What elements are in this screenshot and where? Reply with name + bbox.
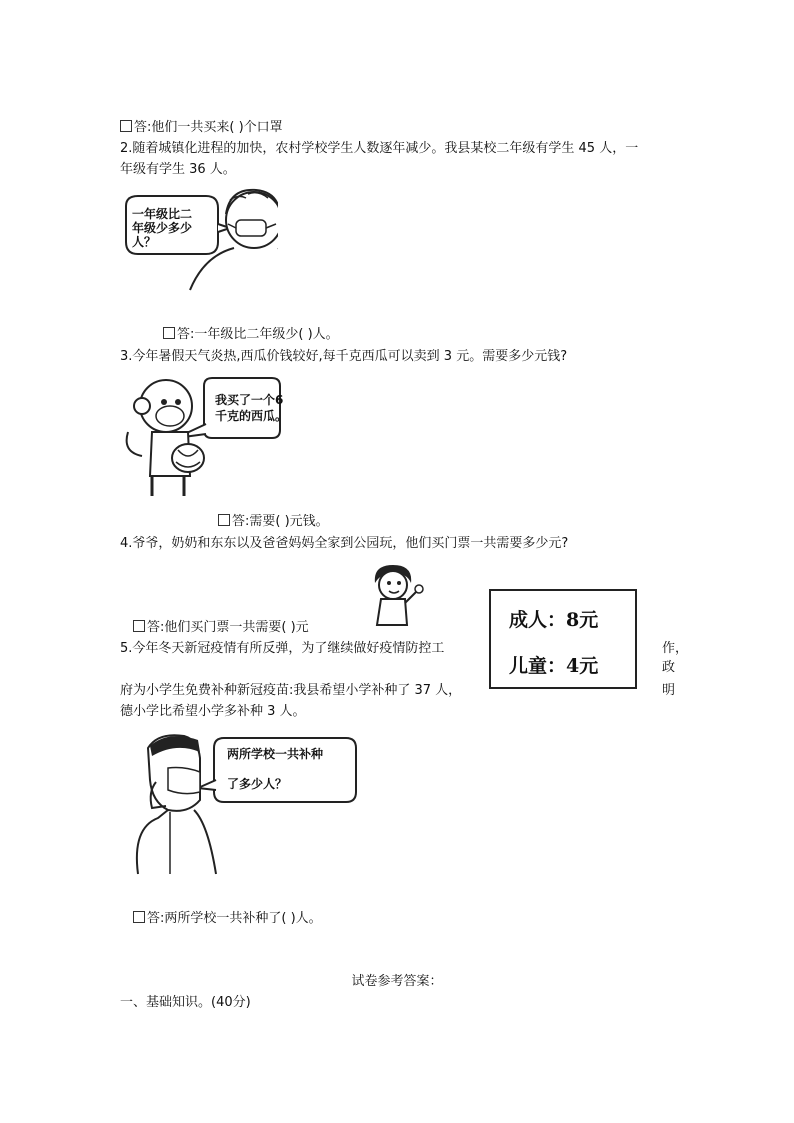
q5-answer-line <box>133 910 322 928</box>
q2-text-line1: 2.随着城镇化进程的加快，农村学校学生人数逐年减少。我县某校二年级有学生 45 人，一 <box>120 141 639 156</box>
ticket-price-board <box>489 589 637 689</box>
q5-bubble-line2: 了多少人？ <box>227 777 288 791</box>
q2-bubble-line1: 一年级比二 <box>132 207 193 221</box>
q3-bubble-line2: 千克的西瓜。 <box>215 409 288 423</box>
answer-checkbox-icon <box>120 120 132 132</box>
q3-text-line1: 3.今年暑假天气炎热,西瓜价钱较好,每千克西瓜可以卖到 3 元。需要多少元钱? <box>120 349 568 364</box>
q5-text-line3-end: 明 <box>662 683 676 698</box>
q2-bubble-line3: 人？ <box>132 235 157 249</box>
answer-checkbox-icon <box>163 327 175 339</box>
q3-answer-line <box>218 513 329 531</box>
q5-bubble-line1: 两所学校一共补种 <box>227 747 324 761</box>
answers-section1: 一、基础知识。(40分) <box>120 995 251 1010</box>
q4-answer-line <box>133 619 309 637</box>
q4-answer: 答:他们买门票一共需要( )元 <box>147 620 309 635</box>
q3-answer: 答:需要( )元钱。 <box>232 514 329 529</box>
q5-text-line1: 5.今年冬天新冠疫情有所反弹，为了继续做好疫情防控工 <box>120 641 445 656</box>
ticket-adult-price: 成人：8元 <box>509 609 599 631</box>
answer-checkbox-icon <box>133 620 145 632</box>
q2-bubble-line2: 年级少多少 <box>132 221 193 235</box>
q5-text-line3: 府为小学生免费补种新冠疫苗:我县希望小学补种了 37 人， <box>120 683 462 698</box>
boy-waving-illustration <box>367 561 429 627</box>
q2-text-line2: 年级有学生 36 人。 <box>120 162 236 177</box>
q2-answer-line <box>163 326 339 344</box>
q1-answer-line <box>120 119 283 137</box>
answer-checkbox-icon <box>133 911 145 923</box>
q5-text-line2-end: 政 <box>662 660 676 675</box>
q5-text-line1-end: 作， <box>662 641 689 656</box>
q2-answer: 答:一年级比二年级少( )人。 <box>177 327 339 342</box>
q4-text-line1: 4.爷爷，奶奶和东东以及爸爸妈妈全家到公园玩，他们买门票一共需要多少元? <box>120 536 569 551</box>
q1-answer: 答:他们一共买来( )个口罩 <box>134 120 283 135</box>
answers-title: 试卷参考答案： <box>351 974 443 989</box>
ticket-child-price: 儿童：4元 <box>509 655 599 677</box>
q5-answer: 答:两所学校一共补种了( )人。 <box>147 911 322 926</box>
q3-bubble-line1: 我买了一个6 <box>215 393 284 407</box>
answer-checkbox-icon <box>218 514 230 526</box>
q5-text-line4: 德小学比希望小学多补种 3 人。 <box>120 704 306 719</box>
